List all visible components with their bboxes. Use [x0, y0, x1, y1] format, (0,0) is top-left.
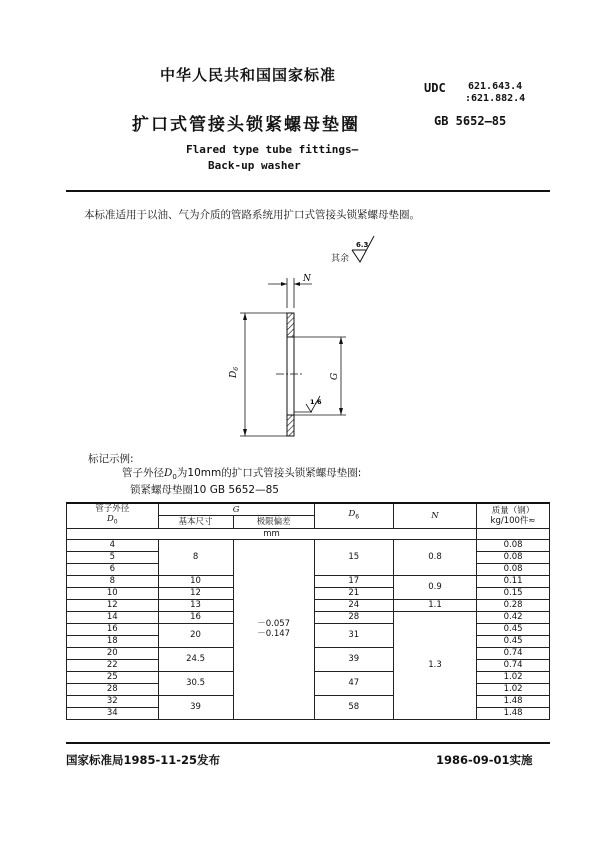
- cell-d0: 32: [67, 695, 159, 707]
- cell-mass: 0.15: [477, 587, 550, 599]
- udc-label: UDC: [424, 81, 446, 95]
- cell-mass: 1.48: [477, 707, 550, 719]
- cell-mass: 0.28: [477, 599, 550, 611]
- cell-mass: 0.08: [477, 551, 550, 563]
- cell-mass: 0.74: [477, 647, 550, 659]
- cell-d6: 39: [314, 647, 393, 671]
- document-title-en-line1: Flared type tube fittings—: [186, 143, 359, 156]
- udc-code-2: :621.882.4: [465, 93, 526, 104]
- document-title-cn: 扩口式管接头锁紧螺母垫圈: [132, 115, 360, 135]
- col-header-d6: $D_6$: [314, 503, 393, 528]
- cell-mass: 1.02: [477, 683, 550, 695]
- cell-mass: 0.08: [477, 563, 550, 575]
- cell-d0: 25: [67, 671, 159, 683]
- cell-d6: 47: [314, 671, 393, 695]
- cell-d0: 22: [67, 659, 159, 671]
- standard-number: GB 5652—85: [434, 114, 507, 128]
- cell-d0: 20: [67, 647, 159, 659]
- washer-section-lower: [287, 415, 294, 436]
- unit-row-blank: [477, 528, 550, 539]
- dimension-d6: [240, 313, 287, 436]
- marking-example-label: 标记示例:: [88, 453, 134, 465]
- cell-n: 0.8: [393, 539, 476, 575]
- cell-g-basic: 30.5: [158, 671, 233, 695]
- col-header-n: N: [393, 503, 476, 528]
- col-header-d0: 管子外径 $D_0$: [67, 503, 159, 528]
- document-title-en-line2: Back-up washer: [208, 159, 301, 172]
- cell-d6: 24: [314, 599, 393, 611]
- cell-g-basic: 16: [158, 611, 233, 623]
- cell-d6: 17: [314, 575, 393, 587]
- dimension-table: [66, 502, 550, 720]
- cell-d0: 18: [67, 635, 159, 647]
- cell-d0: 8: [67, 575, 159, 587]
- cell-d0: 16: [67, 623, 159, 635]
- cell-n: 0.9: [393, 575, 476, 599]
- col-header-mass: 质量（钢） kg/100件≈: [477, 503, 550, 528]
- dim-d6-label: $D_6$: [229, 366, 240, 378]
- roughness-symbol: [352, 236, 374, 262]
- cell-mass: 0.42: [477, 611, 550, 623]
- cell-d0: 14: [67, 611, 159, 623]
- tolerance-upper: －0.057: [257, 619, 291, 630]
- cell-d0: 10: [67, 587, 159, 599]
- cell-g-basic: 13: [158, 599, 233, 611]
- table-row: [67, 539, 550, 551]
- footer-rule: [66, 742, 550, 744]
- cell-mass: 1.48: [477, 695, 550, 707]
- effective-date: 1986-09-01实施: [436, 753, 533, 767]
- cell-d0: 34: [67, 707, 159, 719]
- roughness-main-value: 6.3: [356, 241, 369, 249]
- cell-g-basic: 39: [158, 695, 233, 719]
- cell-n: 1.3: [393, 611, 476, 719]
- cell-mass: 1.02: [477, 671, 550, 683]
- washer-section-upper: [287, 313, 294, 337]
- cell-n: 1.1: [393, 599, 476, 611]
- col-header-g-tolerance: 极限偏差: [233, 516, 314, 528]
- cell-d6: 58: [314, 695, 393, 719]
- roughness-rest-label: 其余: [331, 254, 350, 264]
- cell-mass: 0.45: [477, 623, 550, 635]
- col-header-g: G: [158, 503, 314, 516]
- udc-code-1: 621.643.4: [468, 81, 523, 92]
- cell-g-basic: 8: [158, 539, 233, 575]
- cell-g-basic: 12: [158, 587, 233, 599]
- cell-g-basic: 24.5: [158, 647, 233, 671]
- cell-mass: 0.45: [477, 635, 550, 647]
- cell-d6: 31: [314, 623, 393, 647]
- face-roughness-value: 1.6: [310, 398, 322, 406]
- cell-d0: 4: [67, 539, 159, 551]
- cell-mass: 0.74: [477, 659, 550, 671]
- marking-example-code: 锁紧螺母垫圈10 GB 5652—85: [130, 484, 279, 496]
- cell-g-tolerance: [233, 539, 314, 719]
- col-header-g-basic: 基本尺寸: [158, 516, 233, 528]
- marking-example-description: 管子外径$D_0$为10mm的扩口式管接头锁紧螺母垫圈:: [122, 467, 362, 482]
- issue-info: 国家标准局1985-11-25发布: [66, 753, 221, 767]
- dim-g-label: G: [330, 372, 340, 380]
- cell-g-basic: 10: [158, 575, 233, 587]
- cell-mass: 0.08: [477, 539, 550, 551]
- cell-d6: 28: [314, 611, 393, 623]
- tolerance-lower: －0.147: [257, 629, 291, 640]
- dim-n-label: N: [303, 274, 311, 284]
- scope-statement: 本标准适用于以油、气为介质的管路系统用扩口式管接头锁紧螺母垫圈。: [84, 209, 420, 221]
- issuing-country-standard: 中华人民共和国国家标准: [160, 66, 337, 84]
- cell-g-basic: 20: [158, 623, 233, 647]
- unit-row: mm: [67, 528, 477, 539]
- cell-d0: 5: [67, 551, 159, 563]
- cell-d0: 12: [67, 599, 159, 611]
- cell-mass: 0.11: [477, 575, 550, 587]
- cell-d6: 21: [314, 587, 393, 599]
- cell-d0: 6: [67, 563, 159, 575]
- cell-d0: 28: [67, 683, 159, 695]
- cell-d6: 15: [314, 539, 393, 575]
